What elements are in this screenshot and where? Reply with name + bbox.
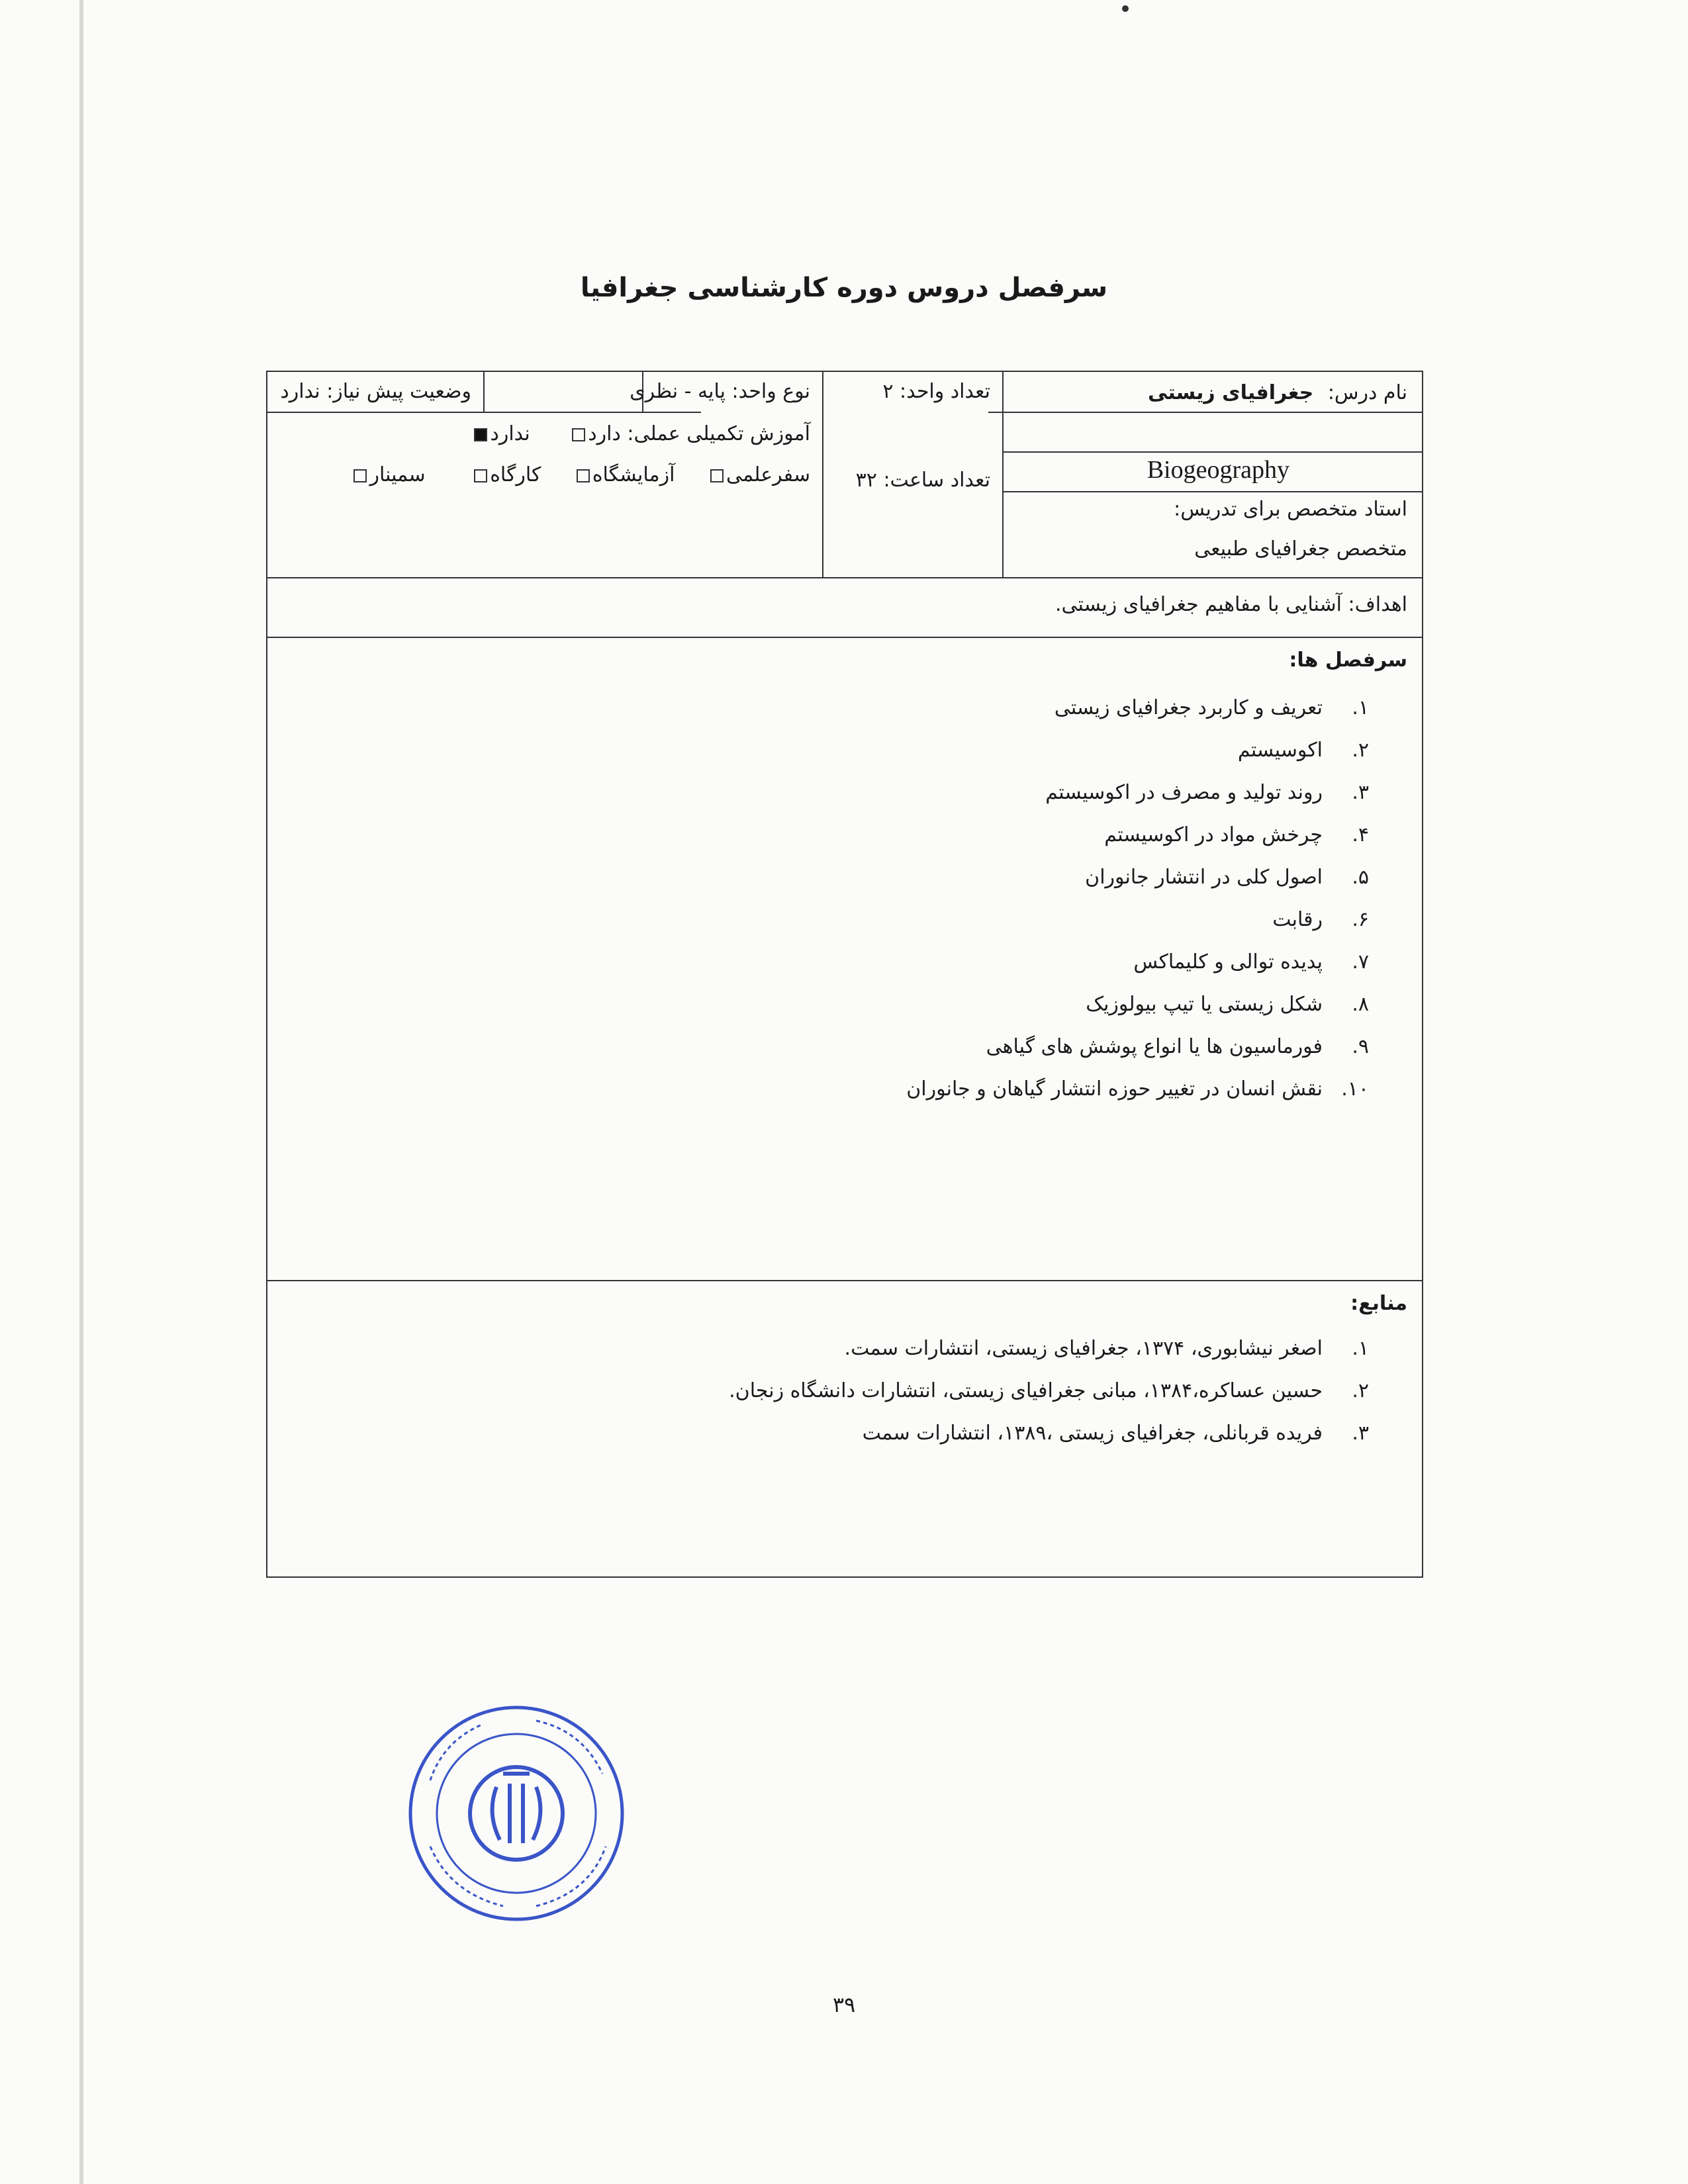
course-english-name: Biogeography (1147, 456, 1289, 484)
seminar-label: سمینار (369, 463, 426, 486)
course-name-row (1148, 381, 1407, 404)
unit-type: نوع واحد: پایه - نظری (630, 380, 810, 403)
practical-yes-checkbox[interactable] (572, 428, 585, 441)
grid-line (1002, 372, 1004, 577)
instructor-label: استاد متخصص برای تدریس: (1174, 498, 1407, 521)
scan-edge (79, 0, 83, 2184)
source-item: ۲.حسین عساکره،۱۳۸۴، مبانی جغرافیای زیستی، انتشارات دانشگاه زنجان. (729, 1379, 1369, 1402)
syllabus-item: ۷.پدیده توالی و کلیماکس (1133, 950, 1369, 974)
page-title: سرفصل دروس دوره کارشناسی جغرافیا (580, 273, 1108, 303)
workshop-checkbox[interactable] (474, 469, 487, 482)
grid-line (267, 412, 701, 413)
lab-checkbox[interactable] (577, 469, 590, 482)
syllabus-item: ۶.رقابت (1272, 908, 1369, 931)
syllabus-item: ۸.شکل زیستی یا تیپ بیولوزیک (1086, 993, 1369, 1016)
practical-options-row (351, 463, 810, 486)
goals: اهداف: آشنایی با مفاهیم جغرافیای زیستی. (1055, 593, 1407, 616)
grid-line (822, 372, 823, 577)
units-count: تعداد واحد: ۲ (882, 380, 990, 403)
syllabus-item: ۳.روند تولید و مصرف در اکوسیستم (1045, 781, 1369, 804)
instructor-value: متخصص جغرافیای طبیعی (1194, 537, 1407, 561)
grid-line (483, 372, 485, 412)
grid-line (267, 577, 1422, 578)
trip-label: سفرعلمی (726, 463, 810, 486)
course-name-label: نام درس: (1327, 381, 1407, 404)
source-item: ۳.فریده قربانلی، جغرافیای زیستی ،۱۳۸۹، انتشارات سمت (862, 1422, 1369, 1445)
sources-heading: منابع: (1350, 1292, 1407, 1315)
practical-training-row (471, 422, 810, 445)
hours-count: تعداد ساعت: ۳۲ (855, 469, 990, 492)
practical-no-checkbox[interactable] (474, 428, 487, 441)
syllabus-heading: سرفصل ها: (1289, 649, 1407, 672)
syllabus-item: ۹.فورماسیون ها یا انواع پوشش های گیاهی (986, 1035, 1369, 1058)
grid-line (988, 412, 1422, 413)
practical-no-label: ندارد (490, 422, 530, 445)
syllabus-item: ۴.چرخش مواد در اکوسیستم (1104, 823, 1369, 846)
course-table (266, 371, 1423, 1578)
prerequisite-status: وضعیت پیش نیاز: ندارد (280, 380, 471, 403)
grid-line (267, 1280, 1422, 1281)
grid-line (1004, 451, 1422, 453)
syllabus-item: ۱.تعریف و کاربرد جغرافیای زیستی (1054, 696, 1369, 719)
syllabus-item: ۲.اکوسیستم (1237, 739, 1369, 762)
source-item: ۱.اصغر نیشابوری، ۱۳۷۴، جغرافیای زیستی، انتشارات سمت. (844, 1337, 1369, 1360)
scan-dot (1122, 5, 1129, 12)
page-number: ۳۹ (832, 1992, 856, 2017)
trip-checkbox[interactable] (710, 469, 724, 482)
course-name: جغرافیای زیستی (1148, 381, 1314, 404)
grid-line (1004, 491, 1422, 492)
grid-line (267, 637, 1422, 638)
lab-label: آزمایشگاه (592, 463, 675, 486)
official-seal (404, 1701, 629, 1926)
seminar-checkbox[interactable] (353, 469, 367, 482)
workshop-label: کارگاه (490, 463, 541, 486)
syllabus-item: ۱۰.نقش انسان در تغییر حوزه انتشار گیاهان و جانوران (906, 1077, 1369, 1101)
practical-training-label: آموزش تکمیلی عملی: دارد (588, 422, 810, 445)
syllabus-item: ۵.اصول کلی در انتشار جانوران (1085, 866, 1369, 889)
